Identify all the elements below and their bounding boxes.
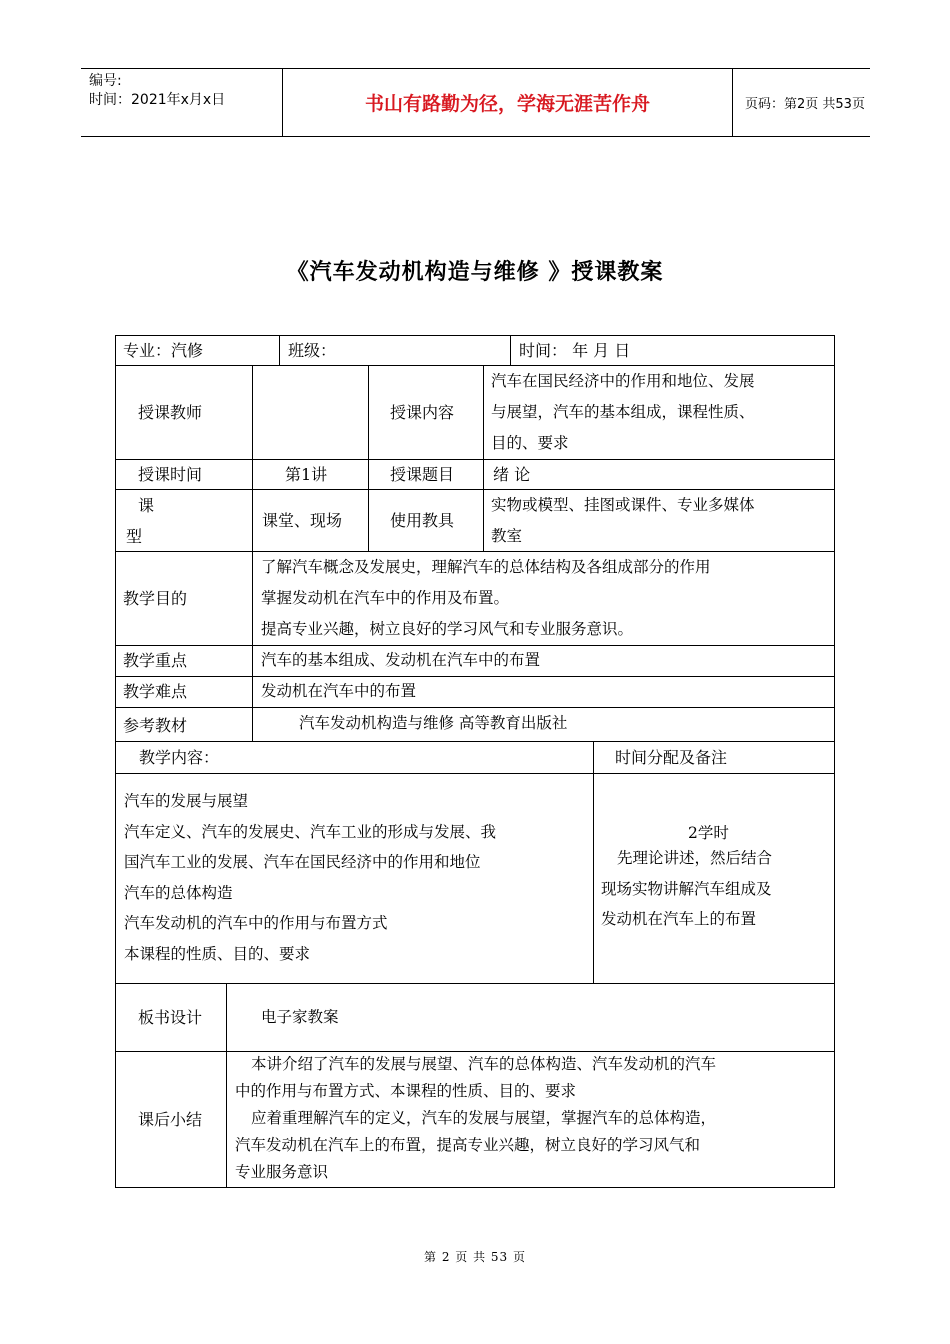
summary-line: 中的作用与布置方式、本课程的性质、目的、要求 xyxy=(235,1082,577,1100)
teacher-label: 授课教师 xyxy=(138,403,203,422)
teach-line: 汽车发动机的汽车中的作用与布置方式 xyxy=(124,914,388,932)
lesson-time-label: 授课时间 xyxy=(138,465,203,484)
lesson-time-value: 第1讲 xyxy=(285,465,328,484)
difficulty-label: 教学难点 xyxy=(123,682,188,701)
content-line: 与展望，汽车的基本组成，课程性质、 xyxy=(491,403,755,421)
teach-line: 国汽车工业的发展、汽车在国民经济中的作用和地位 xyxy=(124,853,481,871)
summary-line: 本讲介绍了汽车的发展与展望、汽车的总体构造、汽车发动机的汽车 xyxy=(251,1055,717,1073)
page-footer: 第 2 页 共 53 页 xyxy=(424,1250,526,1264)
notes-line: 现场实物讲解汽车组成及 xyxy=(601,879,772,898)
goal-label: 教学目的 xyxy=(123,589,188,608)
notes-value xyxy=(601,843,772,935)
ref-value: 汽车发动机构造与维修 高等教育出版社 xyxy=(299,714,568,732)
type-label-2: 型 xyxy=(126,527,143,546)
time-cell: 时间： 年 月 日 xyxy=(519,341,631,360)
summary-label: 课后小结 xyxy=(138,1110,203,1129)
date-line: 时间：2021年x月x日 xyxy=(89,92,226,108)
goal-line: 提高专业兴趣，树立良好的学习风气和专业服务意识。 xyxy=(261,620,634,638)
board-label: 板书设计 xyxy=(138,1008,203,1027)
teach-line: 汽车的总体构造 xyxy=(124,883,233,902)
hours-value: 2学时 xyxy=(688,824,729,842)
page-code: 页码：第2页 共53页 xyxy=(745,97,865,112)
type-value: 课堂、现场 xyxy=(262,511,343,530)
summary-line: 汽车发动机在汽车上的布置，提高专业兴趣，树立良好的学习风气和 xyxy=(235,1136,701,1154)
ref-label: 参考教材 xyxy=(123,716,188,735)
teach-content xyxy=(124,786,496,969)
goal-value xyxy=(261,552,711,645)
topic-value: 绪 论 xyxy=(493,465,531,484)
teach-line: 汽车定义、汽车的发展史、汽车工业的形成与发展、我 xyxy=(124,822,497,841)
goal-line: 了解汽车概念及发展史，理解汽车的总体结构及各组成部分的作用 xyxy=(261,558,711,576)
notes-line: 先理论讲述，然后结合 xyxy=(617,849,773,867)
content-line: 汽车在国民经济中的作用和地位、发展 xyxy=(491,372,755,390)
document-title: 《汽车发动机构造与维修 》授课教案 xyxy=(286,259,664,285)
goal-line: 掌握发动机在汽车中的作用及布置。 xyxy=(261,589,510,607)
class-cell: 班级： xyxy=(288,341,337,360)
content-line: 目的、要求 xyxy=(491,434,569,452)
focus-label: 教学重点 xyxy=(123,651,188,670)
difficulty-value: 发动机在汽车中的布置 xyxy=(261,682,417,700)
serial-label: 编号: xyxy=(89,73,122,89)
content-value xyxy=(491,366,755,459)
topic-label: 授课题目 xyxy=(390,465,455,484)
board-value: 电子家教案 xyxy=(261,1008,339,1026)
tools-label: 使用教具 xyxy=(390,511,455,530)
teach-line: 本课程的性质、目的、要求 xyxy=(124,944,311,963)
motto: 书山有路勤为径，学海无涯苦作舟 xyxy=(282,69,733,136)
summary-value xyxy=(235,1051,716,1186)
notes-line: 发动机在汽车上的布置 xyxy=(601,910,757,928)
summary-line: 应着重理解汽车的定义，汽车的发展与展望，掌握汽车的总体构造， xyxy=(251,1109,717,1127)
type-label-1: 课 xyxy=(138,496,155,515)
focus-value: 汽车的基本组成、发动机在汽车中的布置 xyxy=(261,651,541,669)
summary-line: 专业服务意识 xyxy=(235,1163,329,1181)
teach-line: 汽车的发展与展望 xyxy=(124,792,249,810)
tools-line: 教室 xyxy=(491,527,523,545)
tools-value xyxy=(491,490,755,552)
content-label: 授课内容 xyxy=(390,403,455,422)
tools-line: 实物或模型、挂图或课件、专业多媒体 xyxy=(491,496,755,514)
major-cell: 专业：汽修 xyxy=(123,341,204,360)
teach-content-label: 教学内容： xyxy=(139,748,220,767)
time-notes-label: 时间分配及备注 xyxy=(615,748,728,767)
